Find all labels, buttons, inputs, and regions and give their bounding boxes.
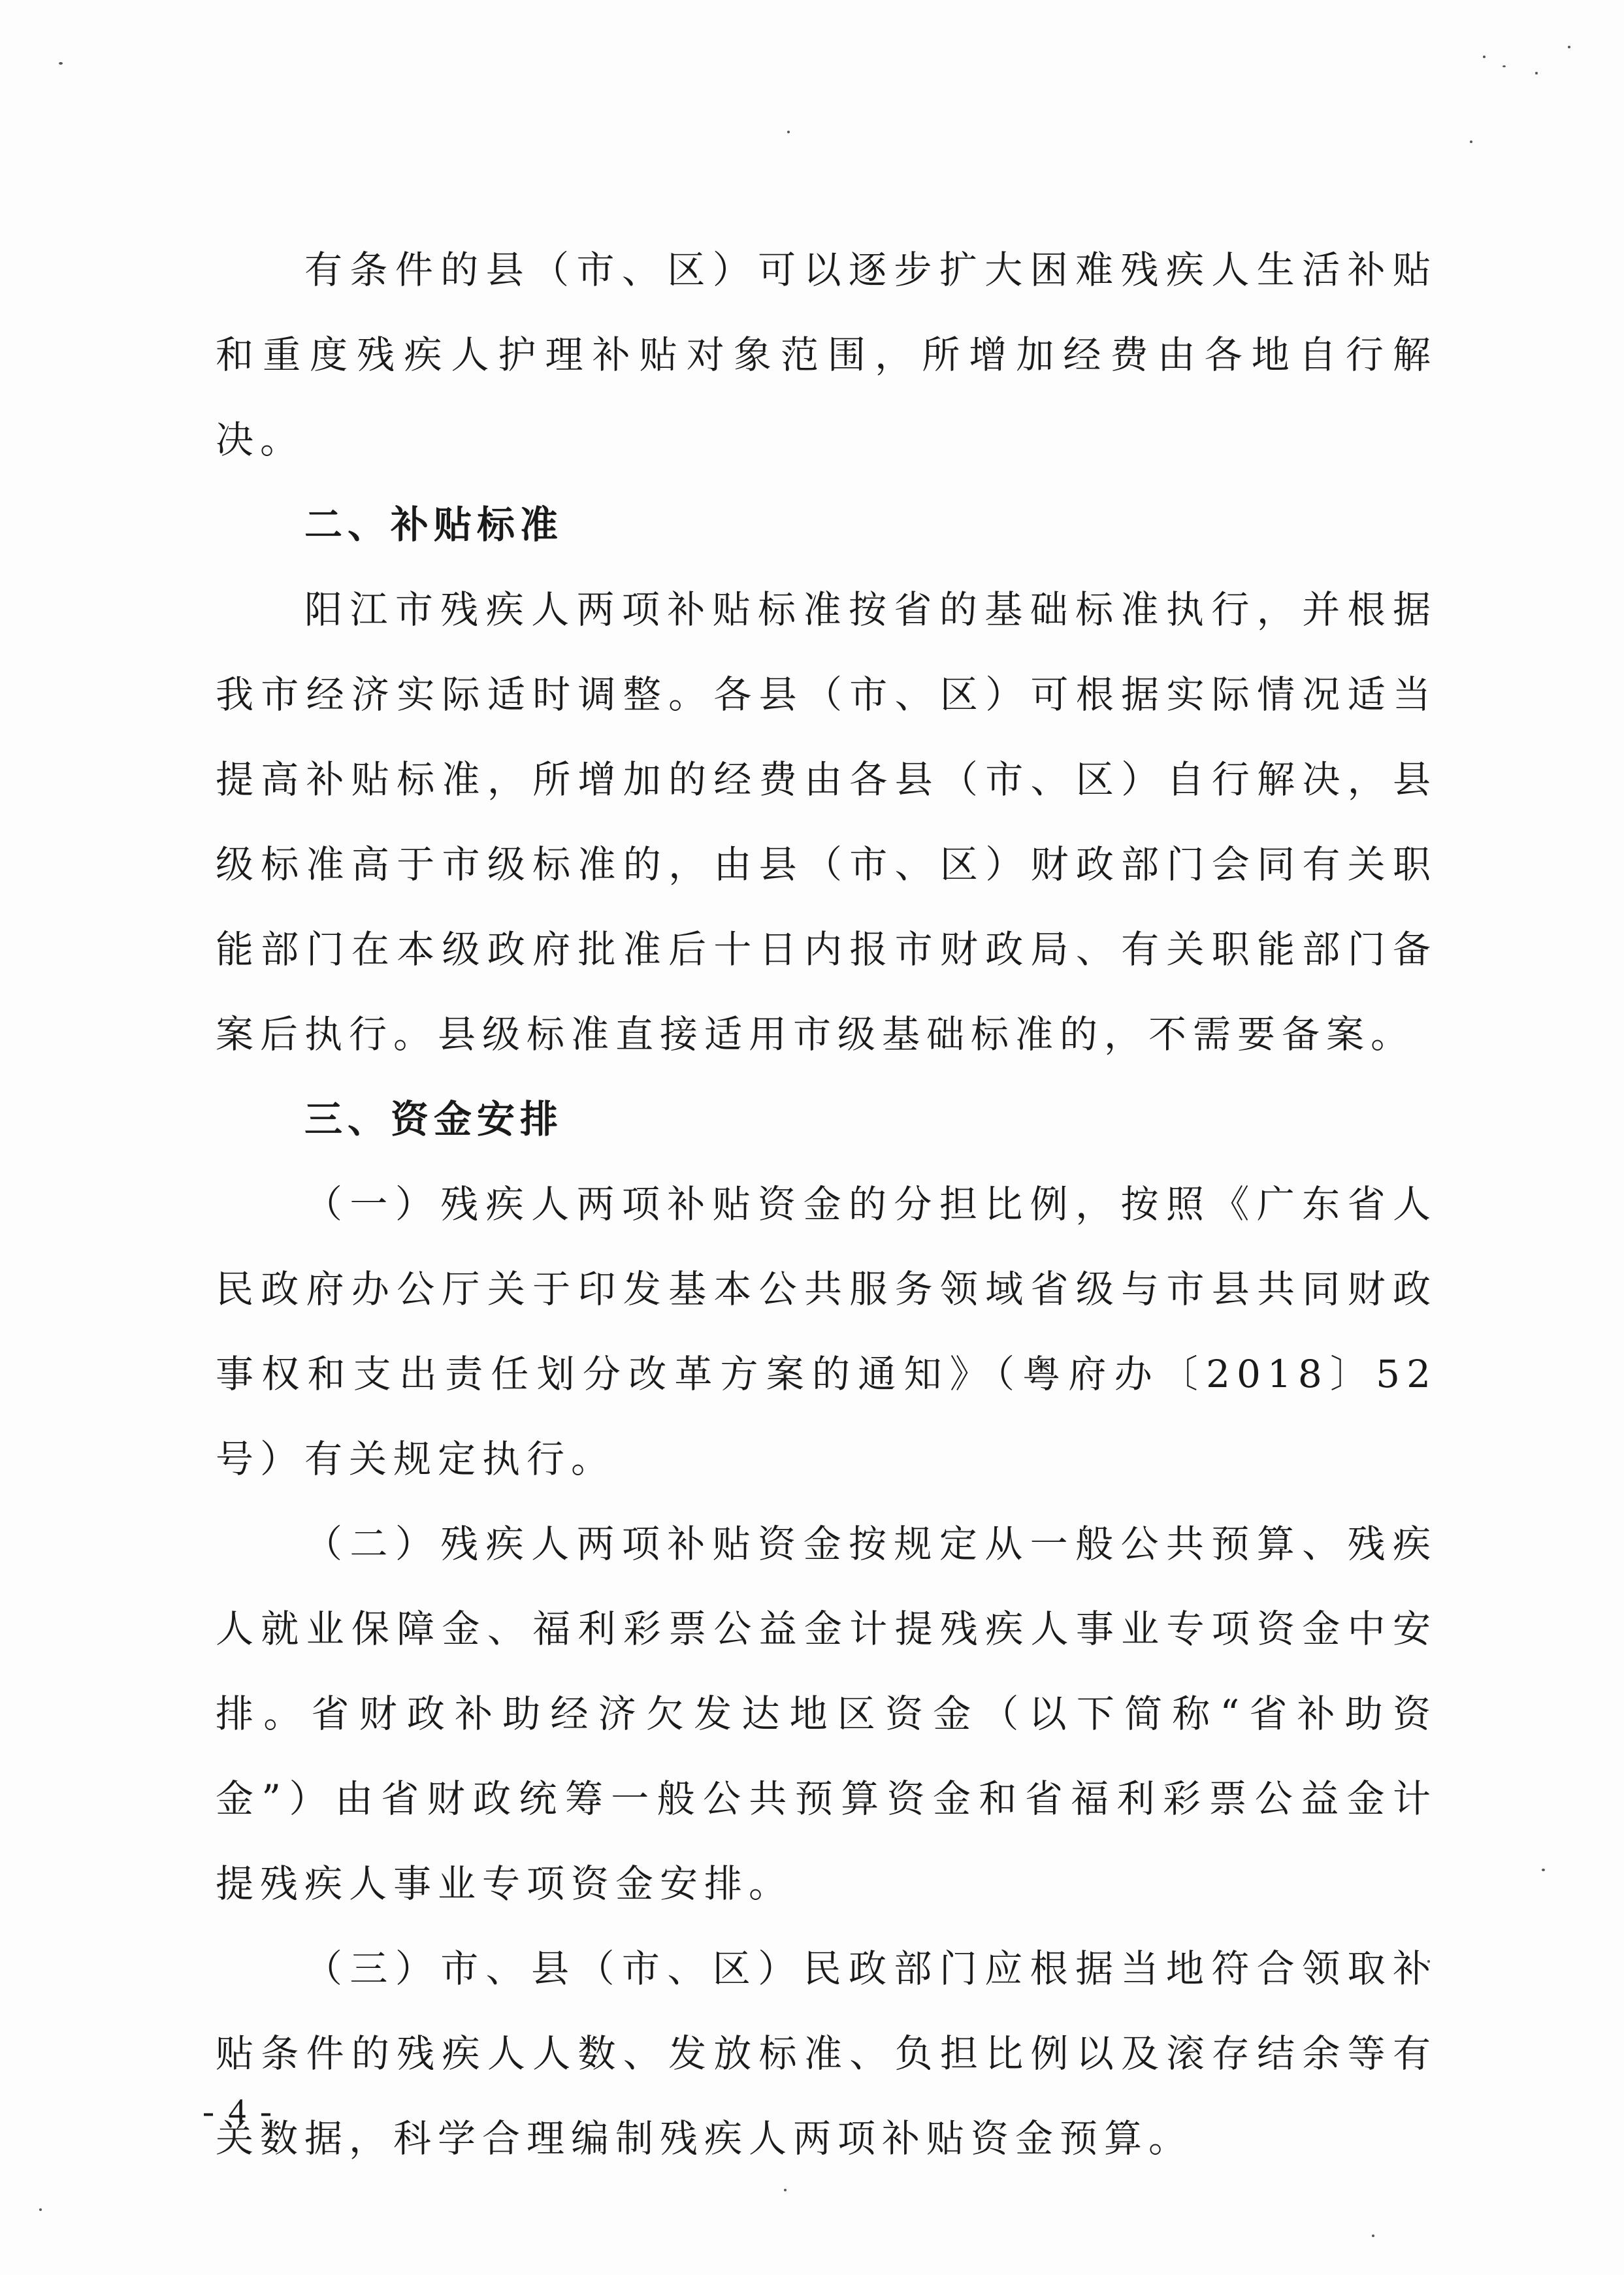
scan-speck: [1568, 46, 1570, 48]
scan-speck: [59, 62, 63, 65]
scan-speck: [39, 2208, 42, 2211]
paragraph-subsidy-standard: 阳江市残疾人两项补贴标准按省的基础标准执行，并根据我市经济实际适时调整。各县（市、区）可根据实际情况适当提高补贴标准，所增加的经费由各县（市、区）自行解决，县级标准高于市级标准的，由县（市、区）财政部门会同有关职能部门在本级政府批准后十日内报市财政局、有关职能部门备案后执行。县级标准直接适用市级基础标准的，不需要备案。: [216, 587, 1437, 1056]
paragraph-budget-preparation: （三）市、县（市、区）民政部门应根据当地符合领取补贴条件的残疾人人数、发放标准、负担比例以及滚存结余等有关数据，科学合理编制残疾人两项补贴资金预算。: [216, 1946, 1437, 2161]
paragraph-continuation: 有条件的县（市、区）可以逐步扩大困难残疾人生活补贴和重度残疾人护理补贴对象范围，所增加经费由各地自行解决。: [216, 248, 1437, 462]
scan-speck: [1470, 140, 1472, 143]
paragraph-fund-sources: （二）残疾人两项补贴资金按规定从一般公共预算、残疾人就业保障金、福利彩票公益金计提残疾人事业专项资金中安排。省财政补助经济欠发达地区资金（以下简称“省补助资金”）由省财政统筹一般公共预算资金和省福利彩票公益金计提残疾人事业专项资金安排。: [216, 1522, 1437, 1906]
scan-speck: [1542, 1869, 1545, 1871]
scan-speck: [784, 2189, 787, 2191]
scan-speck: [787, 131, 790, 133]
scan-speck: [1372, 2234, 1374, 2237]
body-text: [216, 227, 1437, 2181]
section-heading-fund-arrangement: 三、资金安排: [304, 1097, 564, 1141]
paragraph-fund-sharing-ratio: （一）残疾人两项补贴资金的分担比例，按照《广东省人民政府办公厅关于印发基本公共服务领域省级与市县共同财政事权和支出责任划分改革方案的通知》（粤府办〔2018〕52号）有关规定执行。: [216, 1182, 1437, 1481]
scan-speck: [1535, 72, 1538, 74]
page-number: - 4 -: [203, 2091, 274, 2131]
section-heading-subsidy-standard: 二、补贴标准: [304, 502, 564, 547]
scan-speck: [1483, 56, 1486, 58]
scan-speck: [1502, 65, 1506, 67]
